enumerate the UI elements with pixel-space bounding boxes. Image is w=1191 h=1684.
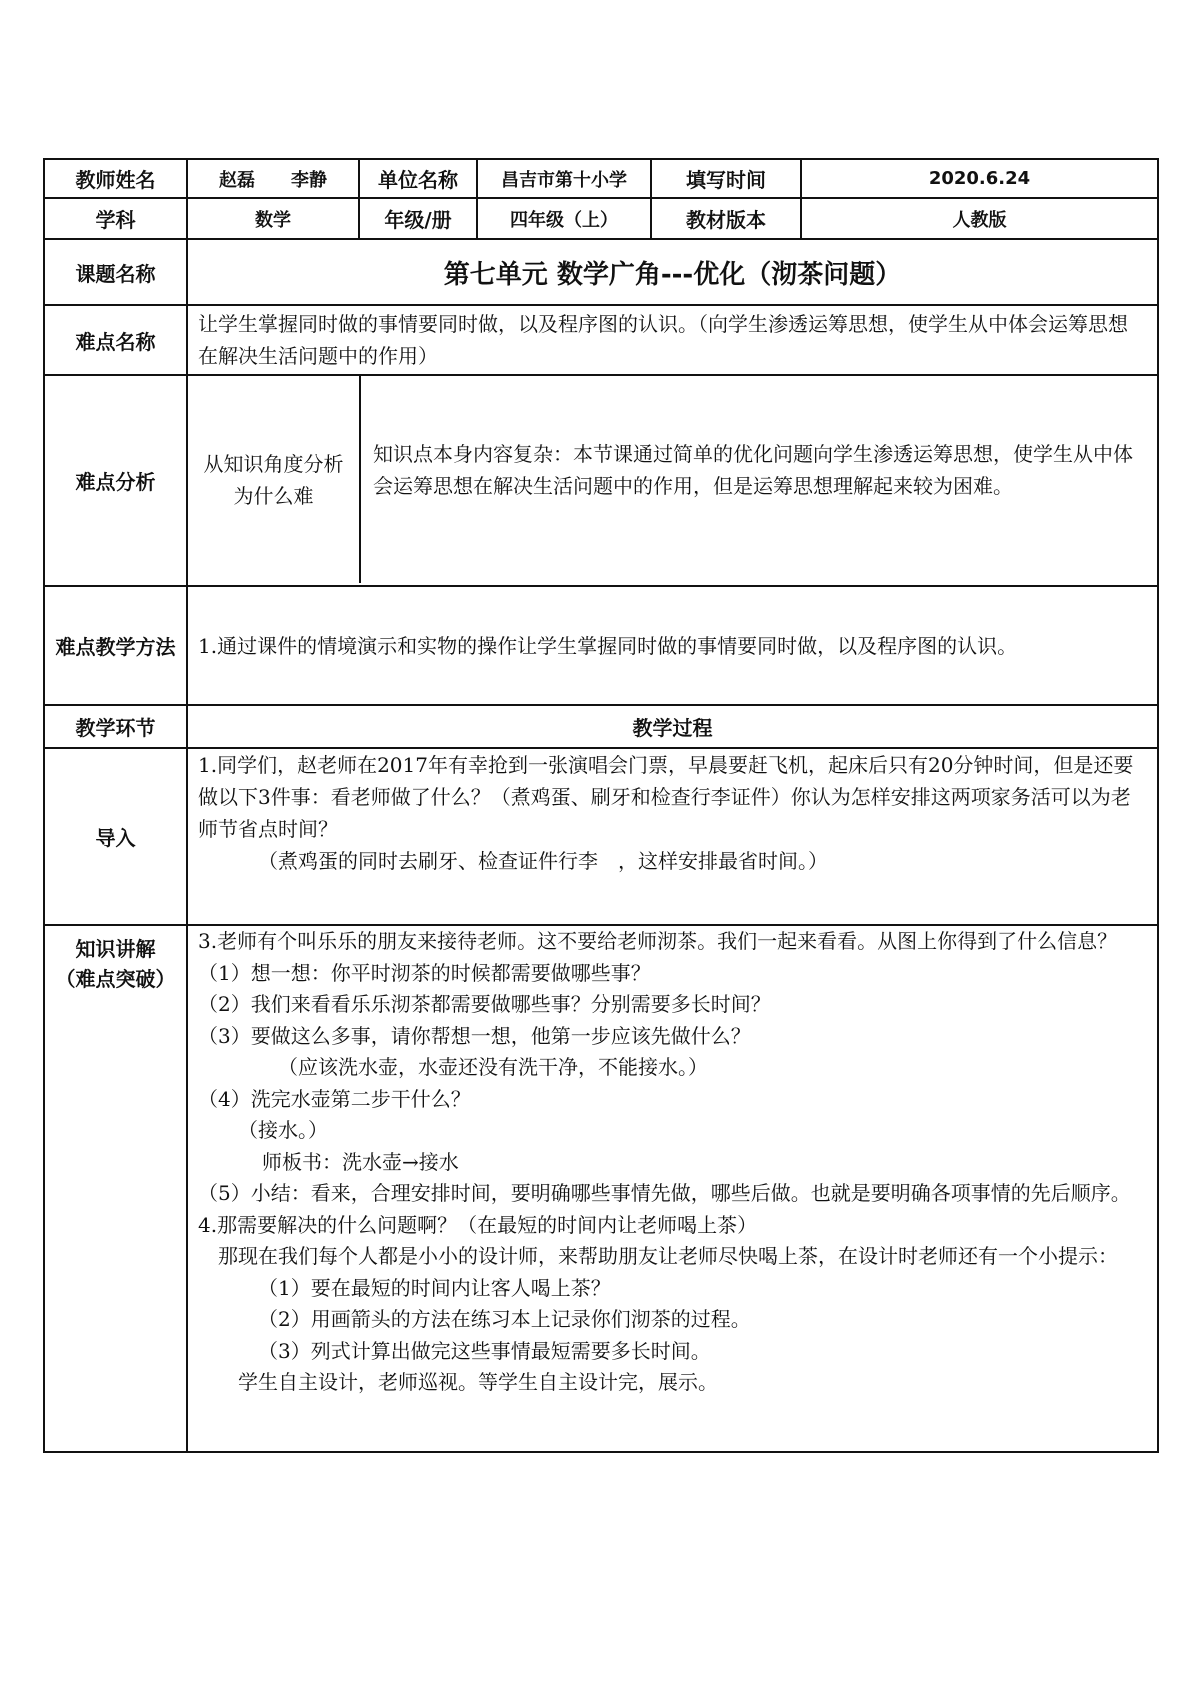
row-difficulty [44,305,1158,375]
difficulty-label: 难点名称 [44,305,187,375]
knowledge-label [44,925,187,1452]
process-header-title: 教学过程 [187,705,1158,748]
grade-label: 年级/册 [359,198,477,239]
knowledge-line: 那现在我们每个人都是小小的设计师，来帮助朋友让老师尽快喝上茶，在设计时老师还有一个小提示： [218,1244,1118,1268]
process-section-label: 教学环节 [44,705,187,748]
knowledge-line: （应该洗水壶，水壶还没有洗干净，不能接水。） [278,1055,708,1079]
subject-value: 数学 [187,198,359,239]
topic-label: 课题名称 [44,239,187,305]
analysis-subtable [188,376,1157,583]
row-topic [44,239,1158,305]
method-text: 1.通过课件的情境演示和实物的操作让学生掌握同时做的事情要同时做，以及程序图的认识。 [187,586,1158,705]
knowledge-line: （1）要在最短的时间内让客人喝上茶？ [258,1275,611,1300]
knowledge-line: （接水。） [238,1118,328,1142]
knowledge-label-line1: 知识讲解 [75,937,156,961]
intro-paragraph-2: （煮鸡蛋的同时去刷牙、检查证件行李 ，这样安排最省时间。） [258,849,828,873]
knowledge-line: （2）用画箭头的方法在练习本上记录你们沏茶的过程。 [258,1307,751,1331]
lesson-plan-document [43,158,1157,1453]
knowledge-label-line2: （难点突破） [55,967,176,991]
subject-label: 学科 [44,198,187,239]
lesson-plan-table [43,158,1159,1453]
row-intro [44,748,1158,925]
knowledge-line: 师板书：洗水壶→接水 [262,1149,459,1174]
teacher-name-value: 赵磊 李静 [187,159,359,198]
knowledge-line: （5）小结：看来，合理安排时间，要明确哪些事情先做，哪些后做。也就是要明确各项事情的先后顺序。 [198,1181,1131,1205]
intro-label: 导入 [44,748,187,925]
teacher-name-label: 教师姓名 [44,159,187,198]
edition-label: 教材版本 [651,198,801,239]
row-analysis [44,375,1158,586]
knowledge-line: （4）洗完水壶第二步干什么？ [198,1086,471,1111]
edition-value: 人教版 [801,198,1158,239]
row-subject-info [44,198,1158,239]
row-knowledge [44,925,1158,1452]
knowledge-line: （1）想一想：你平时沏茶的时候都需要做哪些事？ [198,960,651,985]
unit-name-label: 单位名称 [359,159,477,198]
knowledge-line: 3.老师有个叫乐乐的朋友来接待老师。这不要给老师沏茶。我们一起来看看。从图上你得到了什么信息？ [198,929,1118,953]
analysis-sublabel: 从知识角度分析为什么难 [188,376,360,583]
intro-content [187,748,1158,925]
method-label: 难点教学方法 [44,586,187,705]
knowledge-line: 4.那需要解决的什么问题啊？（在最短的时间内让老师喝上茶） [198,1212,758,1237]
fill-date-label: 填写时间 [651,159,801,198]
analysis-cell [187,375,1158,586]
knowledge-content [187,925,1158,1452]
row-teacher-info [44,159,1158,198]
knowledge-line: （3）要做这么多事，请你帮想一想，他第一步应该先做什么？ [198,1023,751,1048]
unit-name-value: 昌吉市第十小学 [477,159,651,198]
difficulty-text: 让学生掌握同时做的事情要同时做，以及程序图的认识。（向学生渗透运筹思想，使学生从中体会运筹思想在解决生活问题中的作用） [187,305,1158,375]
fill-date-value: 2020.6.24 [801,159,1158,198]
knowledge-line: （2）我们来看看乐乐沏茶都需要做哪些事？分别需要多长时间？ [198,992,771,1016]
knowledge-line: （3）列式计算出做完这些事情最短需要多长时间。 [258,1338,711,1363]
intro-paragraph-1: 1.同学们，赵老师在2017年有幸抢到一张演唱会门票，早晨要赶飞机，起床后只有20分钟时间，但是还要做以下3件事：看老师做了什么？（煮鸡蛋、刷牙和检查行李证件）你认为怎样安排这两项家务活可以为老师节省点时间？ [198,753,1134,841]
analysis-text: 知识点本身内容复杂：本节课通过简单的优化问题向学生渗透运筹思想，使学生从中体会运筹思想在解决生活问题中的作用，但是运筹思想理解起来较为困难。 [373,441,1133,498]
analysis-label: 难点分析 [44,375,187,586]
row-process-header [44,705,1158,748]
row-method [44,586,1158,705]
knowledge-line: 学生自主设计，老师巡视。等学生自主设计完，展示。 [238,1370,718,1394]
grade-value: 四年级（上） [477,198,651,239]
topic-title: 第七单元 数学广角---优化（沏茶问题） [187,239,1158,305]
